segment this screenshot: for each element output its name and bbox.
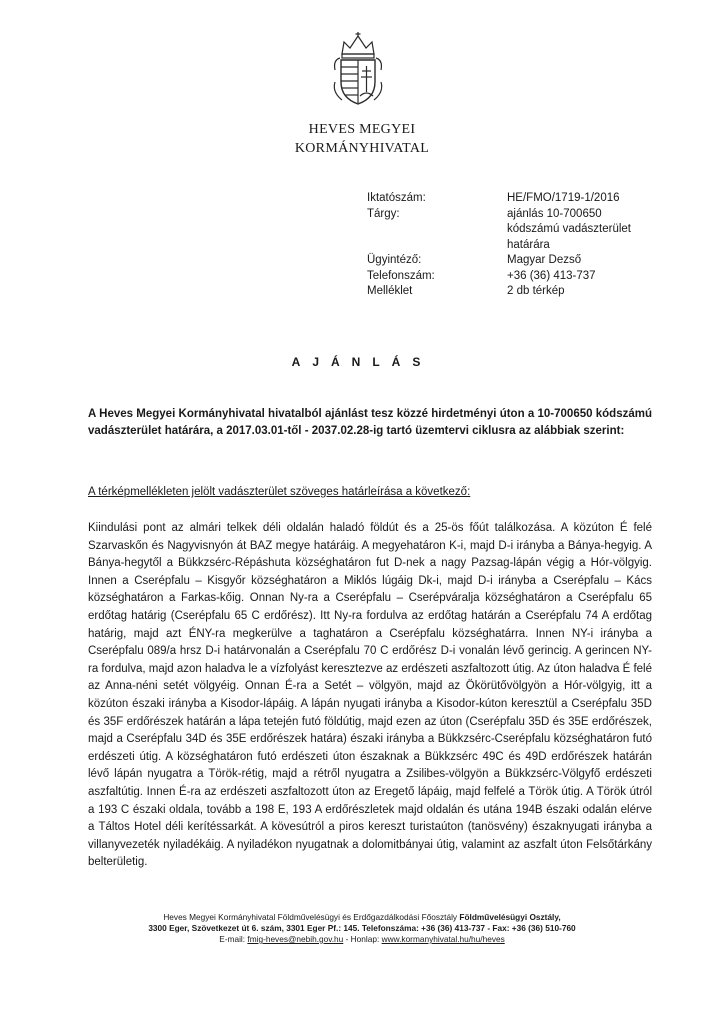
meta-value: 2 db térkép	[507, 285, 565, 297]
document-heading: AJÁNLÁS	[291, 355, 433, 369]
footer-email-link[interactable]: fmig-heves@nebih.gov.hu	[247, 934, 344, 944]
section-subheading: A térképmellékleten jelölt vadászterület szöveges határleírása a következő:	[88, 486, 471, 498]
footer-line-3	[0, 934, 724, 945]
meta-value: Magyar Dezső	[507, 254, 582, 266]
meta-value: kódszámú vadászterület	[507, 223, 632, 235]
footer-email-label: E-mail:	[219, 934, 246, 944]
meta-label: Tárgy:	[367, 207, 400, 220]
office-name-line2: KORMÁNYHIVATAL	[294, 141, 430, 156]
meta-row-attachment	[367, 284, 667, 300]
intro-paragraph: A Heves Megyei Kormányhivatal hivatalból ajánlást tesz közzé hirdetményi úton a 10-700650 kódszámú vadászterület határára, a 2017.03.01-től - 2037.02.28-ig tartó üzemtervi ciklusra az alábbiak szerint:	[88, 408, 652, 437]
coat-of-arms-icon	[332, 30, 384, 108]
footer	[0, 912, 724, 945]
footer-address: 3300 Eger, Szövetkezet út 6. szám, 3301 Eger Pf.: 145. Telefonszáma: +36 (36) 413-737 - Fax: +36 (36) 510-760	[148, 923, 576, 933]
meta-row-subject	[367, 207, 667, 254]
footer-line-1	[0, 912, 724, 923]
meta-value: ajánlás 10-700650	[507, 207, 602, 220]
meta-label: Ügyintéző:	[367, 254, 422, 266]
meta-row-file-number	[367, 191, 667, 207]
office-name-line1: HEVES MEGYEI	[308, 122, 416, 137]
footer-unit: Földművelésügyi Osztály,	[459, 912, 561, 922]
meta-value: +36 (36) 413-737	[507, 269, 596, 282]
meta-row-phone	[367, 269, 667, 285]
footer-web-link[interactable]: www.kormanyhivatal.hu/hu/heves	[381, 934, 505, 944]
footer-department: Heves Megyei Kormányhivatal Földművelésügyi és Erdőgazdálkodási Főosztály	[163, 912, 458, 922]
meta-label: Telefonszám:	[367, 269, 435, 282]
meta-label: Melléklet	[367, 285, 413, 297]
meta-label: Iktatószám:	[367, 192, 426, 204]
document-metadata	[367, 191, 667, 300]
boundary-description: Kiindulási pont az almári telkek déli oldalán haladó földút és a 25-ös főút találkozása. A közúton É felé Szarvaskőn és Nagyvisnyón át BAZ megye határáig. A megyehatáron K-i, majd D-i irányba a Bánya-hegyig. A Bánya-hegytől a Bükkzsérc-Répáshuta községhatáron fut D-nek a nagy Pazsag-lápán végig a Hór-völgyig. Innen a Cserépfalu – Kisgyőr községhatáron a Miklós lúgáig Dk-i, majd D-i irányba a Cserépfalu – Kács községhatáron a Farkas-kőig. Onnan Ny-ra a Cserépfalu – Cserépváralja községhatáron a Cserépfalu 65 erdőtag határig (Cserépfalu 65 C erdőrész). Itt Ny-ra fordulva az erdőtag határán a Cserépfalu 74 A erdőtag határig, majd azt ÉNY-ra megkerülve a taghatáron a Cserépfalu községhatárra. Innen NY-i irányba a Cserépfalu 089/a hrsz D-i határvonalán a Cserépfalu 70 C erdőrész D-i vonalán lévő gerincig. A gerincen NY-ra fordulva, majd azon haladva le a vízfolyást keresztezve az erdészeti aszfaltozott útig. Az úton haladva É felé az Anna-néni setét völgyéig. Onnan É-ra a Setét – völgyön, majd az Ökörütővölgyön a Hór-völgyig, itt a közúton északi irányba a Kisodor-lápáig. A lápán nyugati irányba a Kisodor-kúton keresztül a Cserépfalu 35D és 35F erdőrészek határán a lápa tetején futó földútig, majd ezen az úton (Cserépfalu 35D és 35E erdőrészek, majd a Cserépfalu 34D és 35E erdőrészek határa) északi irányba a Bükkzsérc-Cserépfalu községhatáron futó erdészeti útig. A községhatáron futó erdészeti úton északnak a Bükkzsérc 49C és 49D erdőrészek határán lévő lápán nyugatra a Török-rétig, majd a rétről nyugatra a Zsilibes-völgyön a Bükkzsérc-Völgyfő erdészeti aszfaltútig. Innen É-ra az erdészeti aszfaltozott úton az Eregető lápáig, majd felfelé a Török útig. A Török útról a 193 C északi oldala, tovább a 198 E, 193 A erdőrészletek majd oldalán és utána 194B északi odalán elérve a Táltos Hotel déli kerítéssarkát. A kövesútról a piros kereszt turistaúton (tanösvény) északnyugati irányba a villanyvezeték nyiladékáig. A nyiladékon nyugatnak a dolomitbányai útig, valamint az aszfalt úton Felsőtárkány belterületig.	[88, 522, 652, 869]
meta-value: HE/FMO/1719-1/2016	[507, 192, 620, 204]
meta-value: határára	[507, 238, 550, 251]
footer-web-label: - Honlap:	[345, 934, 380, 944]
meta-row-case-officer	[367, 253, 667, 269]
